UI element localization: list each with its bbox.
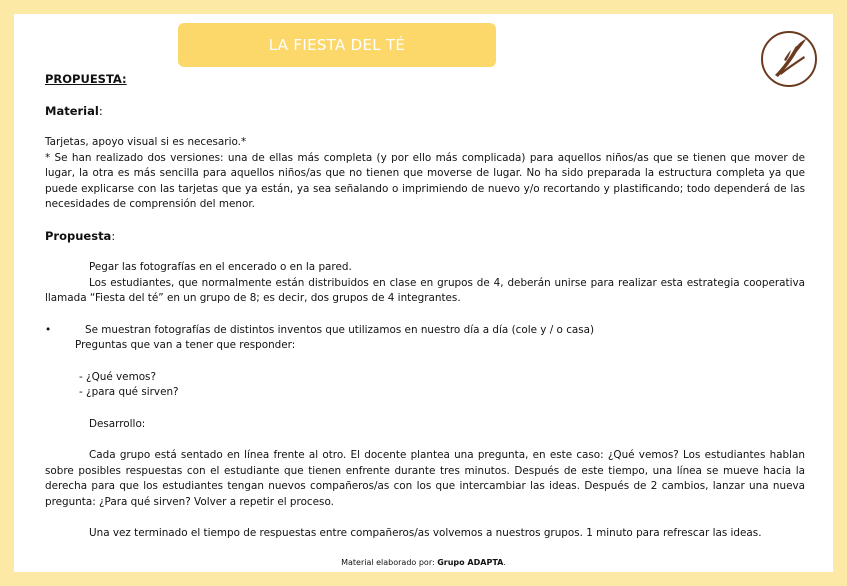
question-item: - ¿Qué vemos? (79, 370, 156, 383)
title-banner (178, 23, 496, 67)
desarrollo-heading: Desarrollo: (89, 417, 146, 430)
propuesta-heading-colon: : (111, 228, 116, 243)
desarrollo-text: Cada grupo está sentado en línea frente al otro. El docente plantea una pregunta, en este caso: ¿Qué vemos? Los estudiantes hablan sobre posibles respuestas con el estudiante que tienen enfrente durante tres minutos. Después de este tiempo, una línea se mueve hacia la derecha para que los estudiantes tengan nuevos compañeros/as con los que intercambiar las ideas. Después de 2 cambios, lanzar una nueva pregunta: ¿Para qué sirven? Volver a repetir el proceso. (45, 449, 805, 508)
bullet-item (45, 323, 805, 339)
material-heading-text: Material (45, 103, 99, 118)
material-heading-colon: : (98, 103, 103, 118)
bullet-symbol: • (45, 323, 52, 336)
footer-suffix: . (503, 558, 506, 567)
bullet-text: Se muestran fotografías de distintos inventos que utilizamos en nuestro día a día (cole y / o casa) (85, 323, 595, 336)
material-note: * Se han realizado dos versiones: una de ellas más completa (y por ello más complicada) para aquellos niños/as que se tienen que mover de lugar, la otra es más sencilla para aquellos niños/as que no tienen que moverse de lugar. No ha sido preparada la estructura completa ya que puede explicarse con las tarjetas que ya están, ya sea señalando o imprimiendo de nuevo y/o recortando y plastificando; todo dependerá de las necesidades de comprensión del menor. (45, 151, 805, 210)
propuesta-heading-text: Propuesta (45, 228, 112, 243)
material-line: Tarjetas, apoyo visual si es necesario.* (45, 136, 247, 148)
propuesta-line-1: Pegar las fotografías en el encerado o en la pared. (89, 261, 352, 273)
propuesta-heading (45, 229, 805, 245)
document-body (45, 69, 805, 542)
page-title: LA FIESTA DEL TÉ (268, 36, 406, 54)
closing-text: Una vez terminado el tiempo de respuestas entre compañeros/as volvemos a nuestros grupos. 1 minuto para refrescar las ideas. (89, 527, 762, 539)
section-heading-propuesta-main: PROPUESTA: (45, 72, 127, 86)
questions-intro: Preguntas que van a tener que responder: (75, 339, 296, 351)
material-heading (45, 104, 805, 120)
document-page (14, 14, 833, 572)
footer-prefix: Material elaborado por: (341, 558, 438, 567)
question-item: - ¿para qué sirven? (79, 386, 179, 398)
propuesta-line-2: Los estudiantes, que normalmente están distribuidos en clase en grupos de 4, deberán unirse para realizar esta estrategia cooperativa llamada “Fiesta del té” en un grupo de 8; es decir, dos grupos de 4 integrantes. (45, 276, 805, 304)
footer-author: Grupo ADAPTA (437, 558, 504, 567)
footer-credit (14, 558, 833, 567)
